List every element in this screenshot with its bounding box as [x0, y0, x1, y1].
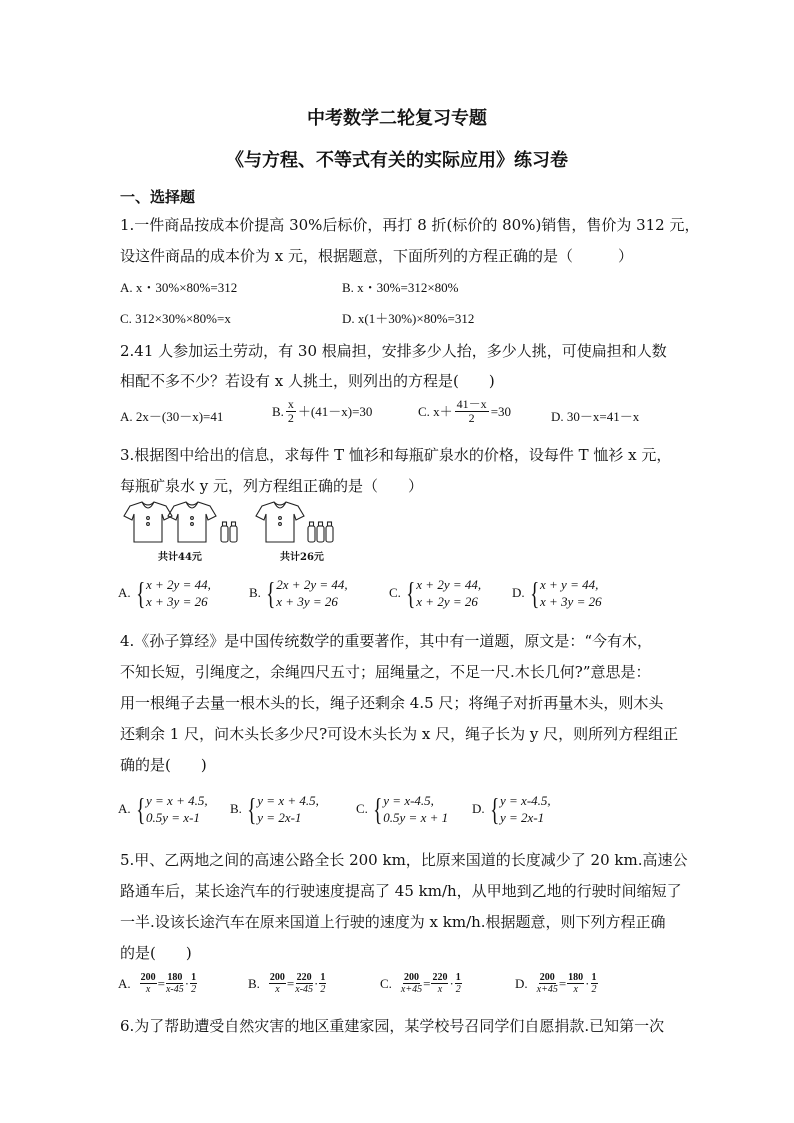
- page-subtitle: 《与方程、不等式有关的实际应用》练习卷: [226, 150, 568, 171]
- equation: x + 3y = 26: [540, 594, 602, 609]
- brace-icon: {: [265, 575, 276, 611]
- fraction-denominator: x: [437, 984, 443, 995]
- q1-option-c: C. 312×30%×80%=x: [120, 311, 231, 326]
- option-label: C.: [356, 801, 368, 816]
- q4-option-a: [118, 792, 208, 826]
- equation: y = 2x-1: [500, 810, 545, 825]
- fraction-numerator: 1: [591, 972, 597, 983]
- fraction-denominator: x-45: [295, 984, 314, 995]
- q1-line2: 设这件商品的成本价为 x 元，根据题意，下面所列的方程正确的是（ ）: [120, 247, 633, 265]
- equation: y = x-4.5,: [500, 793, 551, 808]
- equation: y = x + 4.5,: [146, 793, 208, 808]
- fraction-numerator: 1: [455, 972, 461, 983]
- fraction-denominator: x+45: [536, 984, 558, 995]
- fraction-numerator: 180: [568, 972, 584, 983]
- q5-line4: 的是( ): [120, 944, 192, 962]
- fraction-denominator: x: [145, 984, 151, 995]
- q2-option-c-rest: =30: [490, 403, 512, 419]
- fraction-numerator: 41－x: [456, 397, 487, 411]
- q4-option-b: [230, 792, 319, 826]
- q3-option-c: [389, 576, 481, 610]
- brace-icon: {: [405, 575, 416, 611]
- q4-line1: 4.《孙子算经》是中国传统数学的重要著作，其中有一道题，原文是：“今有木，: [120, 632, 652, 650]
- equation: x + 2y = 44,: [416, 577, 482, 592]
- fraction-denominator: 2: [287, 411, 294, 425]
- q4-option-d: [472, 792, 551, 826]
- fraction-denominator: x: [275, 984, 280, 995]
- q2-option-b-fraction: [286, 398, 296, 425]
- q5-option-a: A. $\frac{200}{x}$ = $\frac{180}{x-45}$ · $\frac{1}{2}$: [118, 972, 197, 995]
- fraction-numerator: 220: [296, 972, 312, 983]
- equation: x + 2y = 26: [416, 594, 478, 609]
- q4-line4: 还剩余 1 尺，问木头长多少尺?可设木头长为 x 尺，绳子长为 y 尺，则所列方程组正: [120, 725, 679, 743]
- q2-option-b: [272, 398, 372, 425]
- equation: y = 2x-1: [257, 810, 302, 825]
- fraction-denominator: 2: [320, 984, 326, 995]
- brace-icon: {: [529, 575, 539, 611]
- brace-icon: {: [135, 791, 145, 827]
- fraction-numerator: 1: [320, 972, 326, 983]
- equation: 0.5y = x + 1: [383, 810, 449, 825]
- fraction-denominator: 2: [468, 411, 475, 425]
- option-label: B.: [230, 801, 242, 816]
- tshirt-icon: [168, 502, 216, 542]
- fraction-numerator: 200: [269, 972, 285, 983]
- option-label: A.: [118, 801, 131, 816]
- q5-option-d: D. $\frac{200}{x+45}$ = $\frac{180}{x}$ · $\frac{1}{2}$: [515, 972, 597, 995]
- fraction-numerator: 1: [191, 972, 197, 983]
- fraction-numerator: x: [287, 397, 294, 411]
- tshirt-icon: [124, 502, 172, 542]
- q5-line2: 路通车后，某长途汽车的行驶速度提高了 45 km/h，从甲地到乙地的行驶时间缩短了: [120, 882, 682, 900]
- equation: x + 3y = 26: [276, 594, 338, 609]
- fraction-numerator: 200: [140, 972, 156, 983]
- brace-icon: {: [372, 791, 383, 827]
- equation: x + 2y = 44,: [146, 577, 211, 592]
- option-label: D.: [472, 801, 485, 816]
- section-heading: 一、选择题: [120, 188, 196, 206]
- page-title: 中考数学二轮复习专题: [307, 108, 487, 129]
- q5-line3: 一半.设该长途汽车在原来国道上行驶的速度为 x km/h.根据题意，则下列方程正确: [120, 913, 666, 931]
- q5-option-b: B. $\frac{200}{x}$ = $\frac{220}{x-45}$ · $\frac{1}{2}$: [248, 972, 326, 995]
- q4-line5: 确的是( ): [120, 756, 207, 774]
- q2-line2: 相配不多不少？若设有 x 人挑土，则列出的方程是( ): [120, 372, 495, 390]
- q1-option-d: D. x(1＋30%)×80%=312: [342, 311, 475, 326]
- caption-total-26: 共计26元: [280, 552, 324, 563]
- q3-option-d: [512, 576, 602, 610]
- q6-line1: 6.为了帮助遭受自然灾害的地区重建家园，某学校号召同学们自愿捐款.已知第一次: [120, 1017, 665, 1035]
- fraction-denominator: 2: [191, 984, 197, 995]
- q1-line1: 1.一件商品按成本价提高 30%后标价，再打 8 折(标价的 80%)销售，售价为 312 元，: [120, 216, 700, 234]
- fraction-denominator: x-45: [165, 984, 184, 995]
- brace-icon: {: [135, 575, 145, 611]
- bottle-icon: [221, 522, 237, 542]
- option-label: C.: [389, 585, 401, 600]
- bottle-icon: [308, 522, 333, 542]
- fraction-numerator: 220: [432, 972, 448, 983]
- q3-line1: 3.根据图中给出的信息，求每件 T 恤衫和每瓶矿泉水的价格，设每件 T 恤衫 x 元，: [120, 446, 672, 464]
- q2-option-a: A. 2x－(30－x)=41: [120, 409, 224, 424]
- q2-option-b-rest: ＋(41－x)=30: [297, 403, 373, 419]
- q2-option-b-label: B.: [272, 403, 284, 419]
- option-label: C.: [380, 975, 392, 991]
- q4-line2: 不知长短，引绳度之，余绳四尺五寸；屈绳量之，不足一尺.木长几何?”意思是：: [120, 663, 651, 681]
- fraction-denominator: x: [573, 984, 578, 995]
- option-label: B.: [248, 975, 260, 991]
- equation: x + 3y = 26: [146, 594, 208, 609]
- q4-option-c: [356, 792, 448, 826]
- option-label: D.: [512, 585, 525, 600]
- fraction-denominator: 2: [455, 984, 461, 995]
- equation: y = x-4.5,: [383, 793, 434, 808]
- fraction-numerator: 200: [404, 972, 420, 983]
- fraction-denominator: 2: [591, 984, 597, 995]
- option-label: A.: [118, 975, 131, 991]
- equation: y = x + 4.5,: [257, 793, 319, 808]
- fraction-numerator: 200: [539, 972, 555, 983]
- equation: 0.5y = x-1: [146, 810, 200, 825]
- fraction-denominator: x+45: [400, 984, 423, 995]
- option-label: D.: [515, 975, 528, 991]
- q2-option-c: [418, 398, 511, 425]
- equation: x + y = 44,: [540, 577, 599, 592]
- fraction-numerator: 180: [167, 972, 183, 983]
- caption-total-44: 共计44元: [158, 552, 202, 563]
- q1-option-b: B. x・30%=312×80%: [342, 280, 459, 295]
- brace-icon: {: [246, 791, 257, 827]
- tshirts-and-bottles-illustration: [118, 500, 348, 552]
- q4-line3: 用一根绳子去量一根木头的长，绳子还剩余 4.5 尺；将绳子对折再量木头，则木头: [120, 694, 664, 712]
- q5-line1: 5.甲、乙两地之间的高速公路全长 200 km，比原来国道的长度减少了 20 km.高速公: [120, 851, 688, 869]
- q2-option-c-fraction: [455, 398, 489, 425]
- q2-option-c-label: C. x＋: [418, 403, 453, 419]
- q2-option-d: D. 30－x=41－x: [551, 409, 640, 424]
- equation: 2x + 2y = 44,: [276, 577, 348, 592]
- q3-option-b: [249, 576, 348, 610]
- q3-line2: 每瓶矿泉水 y 元，列方程组正确的是（ ）: [120, 477, 424, 495]
- q1-option-a: A. x・30%×80%=312: [120, 280, 238, 295]
- option-label: B.: [249, 585, 261, 600]
- q5-option-c: C. $\frac{200}{x+45}$ = $\frac{220}{x}$ · $\frac{1}{2}$: [380, 972, 461, 995]
- brace-icon: {: [489, 791, 499, 827]
- q2-line1: 2.41 人参加运土劳动，有 30 根扁担，安排多少人抬，多少人挑，可使扁担和人数: [120, 342, 667, 360]
- q3-option-a: [118, 576, 211, 610]
- option-label: A.: [118, 585, 131, 600]
- tshirt-icon: [256, 502, 304, 542]
